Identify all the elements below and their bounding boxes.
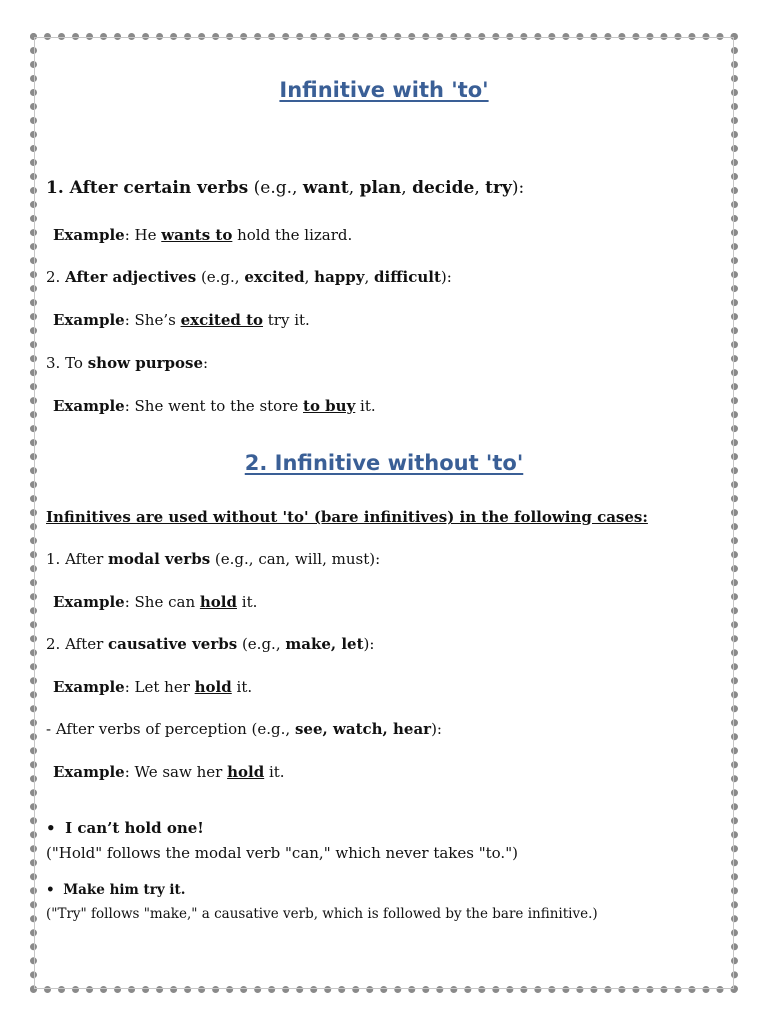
section2-intro: Infinitives are used without 'to' (bare infinitives) in the following cases: bbox=[46, 508, 648, 526]
bullet-note: ("Hold" follows the modal verb "can," which never takes "to.") bbox=[46, 844, 518, 862]
bullet-item: • Make him try it. bbox=[46, 882, 186, 898]
section1-rule1: 1. After certain verbs (e.g., want, plan, decide, try): bbox=[46, 178, 525, 198]
section1-example2: Example: She’s excited to try it. bbox=[53, 311, 310, 329]
bullet-icon: • bbox=[46, 882, 55, 898]
section2-rule3: - After verbs of perception (e.g., see, watch, hear): bbox=[46, 720, 442, 738]
section2-rule1: 1. After modal verbs (e.g., can, will, must): bbox=[46, 550, 381, 568]
section1-rule2: 2. After adjectives (e.g., excited, happy, difficult): bbox=[46, 268, 452, 286]
section2-example2: Example: Let her hold it. bbox=[53, 678, 253, 696]
bullet-item: • I can’t hold one! bbox=[46, 819, 204, 837]
section1-example1: Example: He wants to hold the lizard. bbox=[53, 226, 353, 244]
section2-example1: Example: She can hold it. bbox=[53, 593, 258, 611]
section1-heading: Infinitive with 'to' bbox=[279, 78, 489, 102]
section1-example3: Example: She went to the store to buy it. bbox=[53, 397, 376, 415]
bullet-icon: • bbox=[46, 819, 56, 837]
section2-heading: 2. Infinitive without 'to' bbox=[244, 451, 524, 475]
section1-rule3: 3. To show purpose: bbox=[46, 354, 209, 372]
bullet-note: ("Try" follows "make," a causative verb, which is followed by the bare infinitive.) bbox=[46, 906, 598, 922]
section2-rule2: 2. After causative verbs (e.g., make, let): bbox=[46, 635, 375, 653]
section2-example3: Example: We saw her hold it. bbox=[53, 763, 285, 781]
